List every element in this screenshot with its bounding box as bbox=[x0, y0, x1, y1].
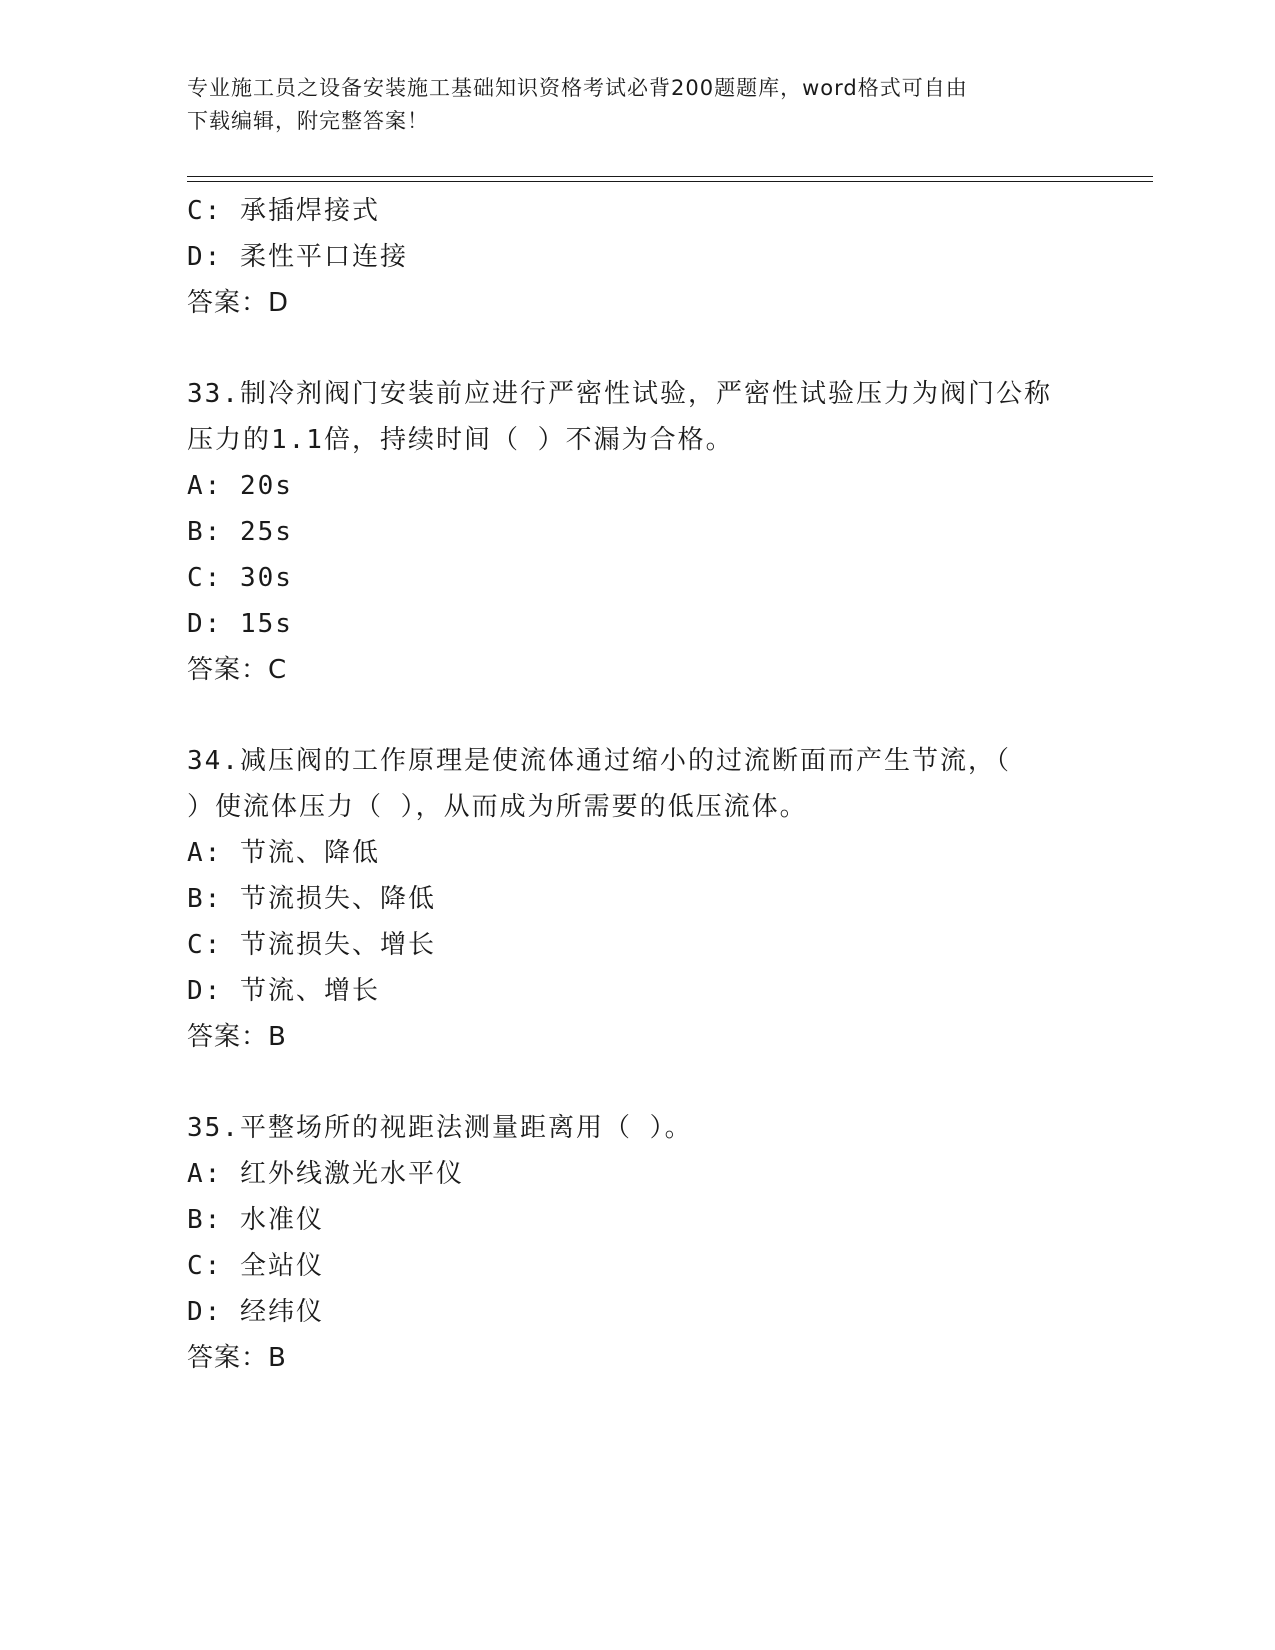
option-d: D: 节流、增长 bbox=[187, 976, 380, 1006]
answer-line: 答案：D bbox=[187, 288, 290, 318]
question-stem-line: 33.制冷剂阀门安装前应进行严密性试验，严密性试验压力为阀门公称 bbox=[187, 379, 1052, 409]
option-a: A: 20s bbox=[187, 471, 293, 501]
option-c: C: 承插焊接式 bbox=[187, 196, 380, 226]
question-stem-line: 35.平整场所的视距法测量距离用（ ）。 bbox=[187, 1113, 693, 1143]
option-b: B: 25s bbox=[187, 517, 293, 547]
header-line-1: 专业施工员之设备安装施工基础知识资格考试必背200题题库，word格式可自由 bbox=[187, 76, 968, 100]
option-b: B: 水准仪 bbox=[187, 1205, 324, 1235]
option-a: A: 红外线激光水平仪 bbox=[187, 1159, 464, 1189]
question-stem-line: 压力的1.1倍，持续时间（ ）不漏为合格。 bbox=[187, 425, 734, 455]
spacer bbox=[187, 326, 1087, 371]
option-b: B: 节流损失、降低 bbox=[187, 884, 436, 914]
option-d: D: 柔性平口连接 bbox=[187, 242, 408, 272]
spacer bbox=[187, 693, 1087, 738]
question-35 bbox=[187, 1105, 1087, 1381]
header-divider-bottom bbox=[187, 181, 1153, 182]
option-c: C: 节流损失、增长 bbox=[187, 930, 436, 960]
option-c: C: 30s bbox=[187, 563, 293, 593]
header-divider-top bbox=[187, 176, 1153, 177]
question-stem-line: ）使流体压力（ ），从而成为所需要的低压流体。 bbox=[187, 792, 808, 822]
partial-question bbox=[187, 188, 1087, 326]
question-34 bbox=[187, 738, 1087, 1060]
answer-line: 答案：B bbox=[187, 1022, 287, 1052]
option-c: C: 全站仪 bbox=[187, 1251, 324, 1281]
option-d: D: 15s bbox=[187, 609, 293, 639]
document-header bbox=[187, 72, 1087, 138]
answer-line: 答案：C bbox=[187, 655, 288, 685]
question-33 bbox=[187, 371, 1087, 693]
spacer bbox=[187, 1060, 1087, 1105]
header-line-2: 下载编辑，附完整答案！ bbox=[187, 109, 429, 133]
question-stem-line: 34.减压阀的工作原理是使流体通过缩小的过流断面而产生节流，（ bbox=[187, 746, 1011, 776]
answer-line: 答案：B bbox=[187, 1343, 287, 1373]
option-d: D: 经纬仪 bbox=[187, 1297, 324, 1327]
question-content bbox=[187, 188, 1087, 1381]
option-a: A: 节流、降低 bbox=[187, 838, 380, 868]
